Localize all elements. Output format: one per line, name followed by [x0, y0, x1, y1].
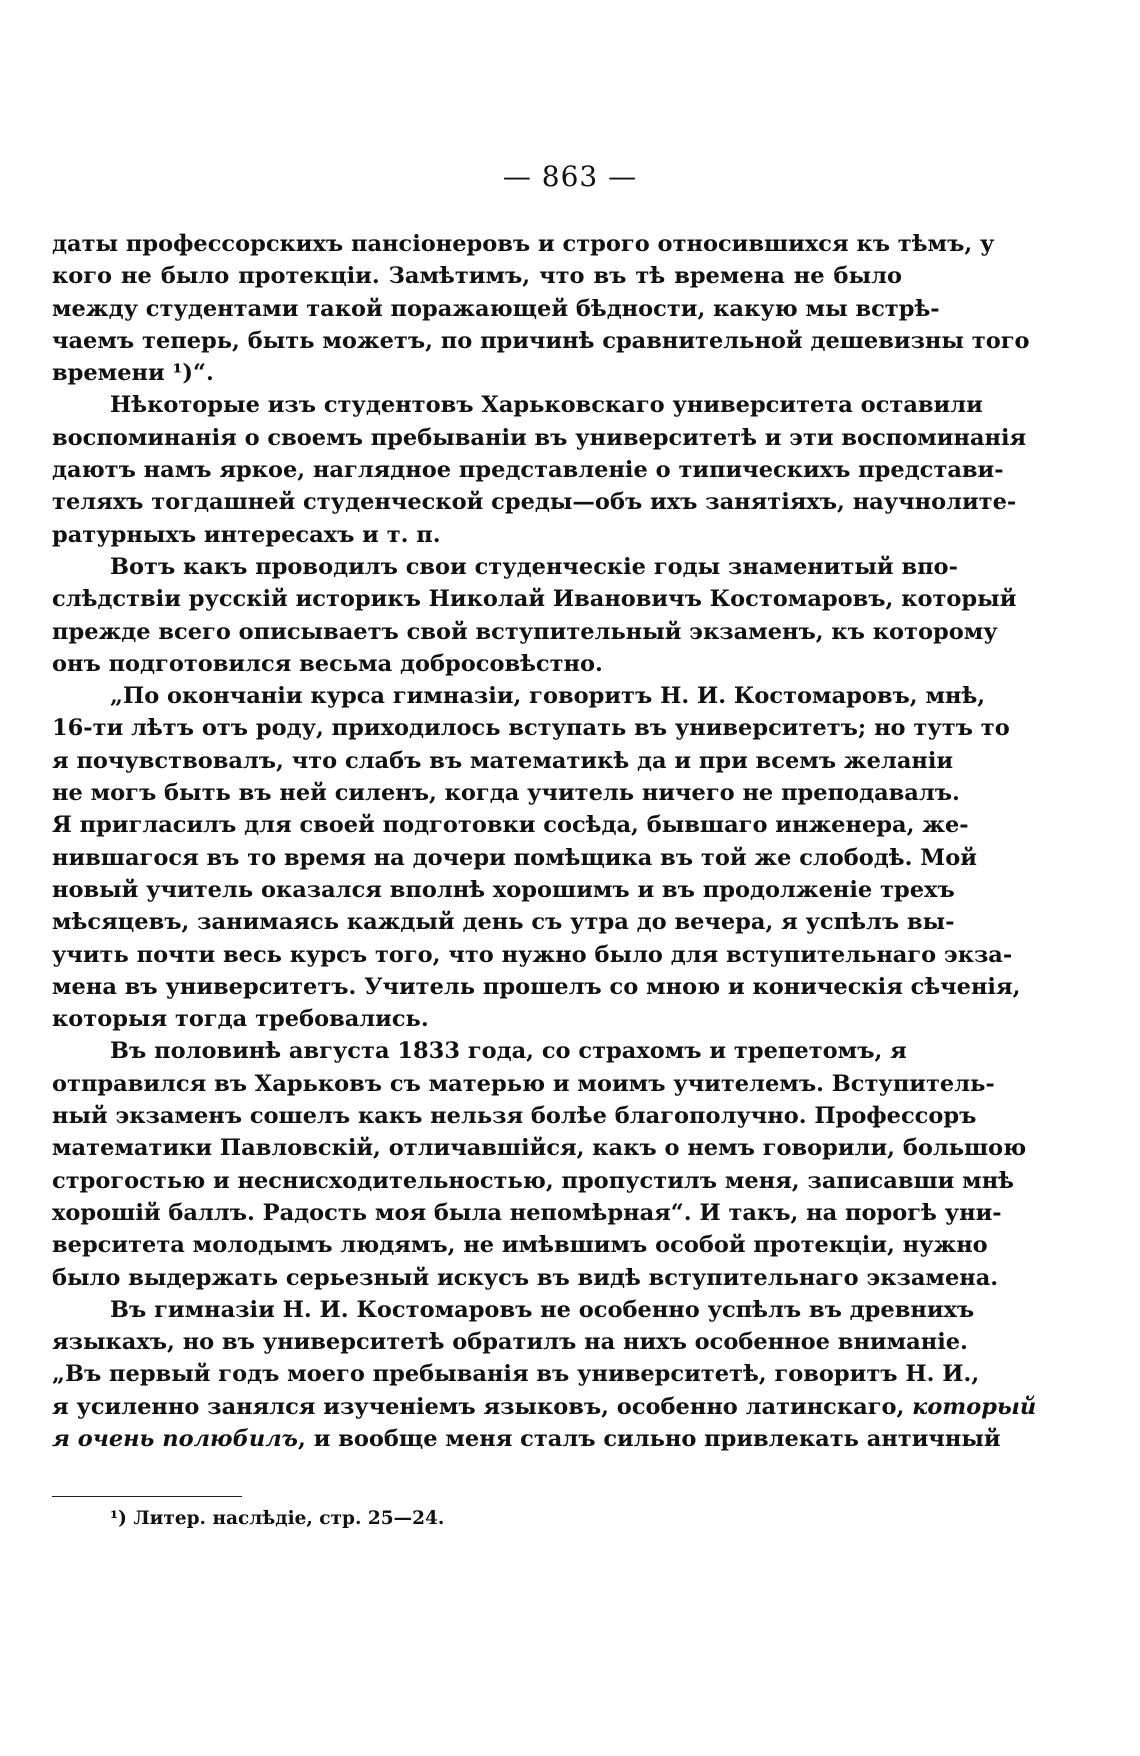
text-line: кого не было протекціи. Замѣтимъ, что въ тѣ времена не было [52, 263, 902, 290]
text-line: я почувствовалъ, что слабъ въ математикѣ да и при всемъ желаніи [52, 747, 954, 774]
text-line: воспоминанія о своемъ пребываніи въ университетѣ и эти воспоминанія [52, 424, 1027, 451]
text-line: которыя тогда требовались. [52, 1006, 429, 1033]
text-line [52, 1423, 1001, 1455]
text-line: ный экзаменъ сошелъ какъ нельзя болѣе благополучно. Профессоръ [52, 1103, 977, 1130]
italic-fragment: который [912, 1393, 1037, 1420]
page-number: — 863 — [502, 160, 638, 193]
text-line: математики Павловскій, отличавшійся, какъ о немъ говорили, большою [52, 1135, 1027, 1162]
footnote-divider [52, 1496, 242, 1497]
text-fragment: я усиленно занялся изученіемъ языковъ, особенно латинскаго, [52, 1393, 913, 1420]
text-line [52, 1391, 1037, 1423]
footnote [110, 1508, 444, 1529]
text-line: даты профессорскихъ пансіонеровъ и строго относившихся къ тѣмъ, у [52, 231, 995, 257]
text-line: языкахъ, но въ университетѣ обратилъ на нихъ особенное вниманіе. [52, 1329, 968, 1356]
text-line: Въ гимназіи Н. И. Костомаровъ не особенно успѣлъ въ древнихъ [110, 1296, 975, 1323]
text-line: ратурныхъ интересахъ и т. п. [52, 521, 441, 548]
text-line: не могъ быть въ ней силенъ, когда учитель ничего не преподавалъ. [52, 780, 960, 807]
text-line: чаемъ теперь, быть можетъ, по причинѣ сравнительной дешевизны того [52, 327, 1030, 354]
footnote-text: Литер. наслѣдіе, стр. 25—24. [133, 1508, 445, 1529]
text-line: верситета молодымъ людямъ, не имѣвшимъ особой протекціи, нужно [52, 1232, 988, 1259]
main-text [52, 228, 1037, 1455]
text-line: нившагося въ то время на дочери помѣщика въ той же слободѣ. Мой [52, 844, 977, 871]
text-line: прежде всего описываетъ свой вступительный экзаменъ, къ которому [52, 618, 998, 645]
text-line: Въ половинѣ августа 1833 года, со страхомъ и трепетомъ, я [110, 1038, 907, 1065]
text-line: было выдержать серьезный искусъ въ видѣ вступительнаго экзамена. [52, 1264, 999, 1291]
text-line: даютъ намъ яркое, наглядное представленіе о типическихъ представи- [52, 457, 1004, 484]
text-line: Вотъ какъ проводилъ свои студенческіе годы знаменитый впо- [110, 553, 958, 580]
text-line: хорошій баллъ. Радость моя была непомѣрная“. И такъ, на порогѣ уни- [52, 1199, 1002, 1226]
italic-fragment: я очень полюбилъ [52, 1425, 299, 1452]
footnote-marker: ¹) [110, 1508, 127, 1529]
text-line: теляхъ тогдашней студенческой среды—объ ихъ занятіяхъ, научнолите- [52, 489, 1017, 516]
text-line: мѣсяцевъ, занимаясь каждый день съ утра до вечера, я успѣлъ вы- [52, 909, 955, 936]
text-line: слѣдствіи русскій историкъ Николай Ивановичъ Костомаровъ, который [52, 586, 1017, 613]
text-line: между студентами такой поражающей бѣдности, какую мы встрѣ- [52, 295, 940, 322]
text-line: отправился въ Харьковъ съ матерью и моимъ учителемъ. Вступитель- [52, 1070, 995, 1097]
text-line: новый учитель оказался вполнѣ хорошимъ и въ продолженіе трехъ [52, 876, 955, 903]
text-line: Нѣкоторые изъ студентовъ Харьковскаго университета оставили [110, 392, 983, 419]
text-line: Я пригласилъ для своей подготовки сосѣда, бывшаго инженера, же- [52, 812, 969, 839]
text-line: 16-ти лѣтъ отъ роду, приходилось вступать въ университетъ; но тутъ то [52, 715, 1010, 742]
text-fragment: , и вообще меня сталъ сильно привлекать античный [298, 1425, 1001, 1452]
text-line: „Въ первый годъ моего пребыванія въ университетѣ, говоритъ Н. И., [52, 1361, 980, 1388]
text-line: онъ подготовился весьма добросовѣстно. [52, 650, 603, 677]
text-line: мена въ университетъ. Учитель прошелъ со мною и коническія сѣченія, [52, 973, 1021, 1000]
text-line: учить почти весь курсъ того, что нужно было для вступительнаго экза- [52, 941, 1013, 968]
text-line: „По окончаніи курса гимназіи, говоритъ Н. И. Костомаровъ, мнѣ, [110, 683, 986, 710]
text-line: времени ¹)“. [52, 360, 214, 387]
text-line: строгостью и неснисходительностью, пропустилъ меня, записавши мнѣ [52, 1167, 1015, 1194]
